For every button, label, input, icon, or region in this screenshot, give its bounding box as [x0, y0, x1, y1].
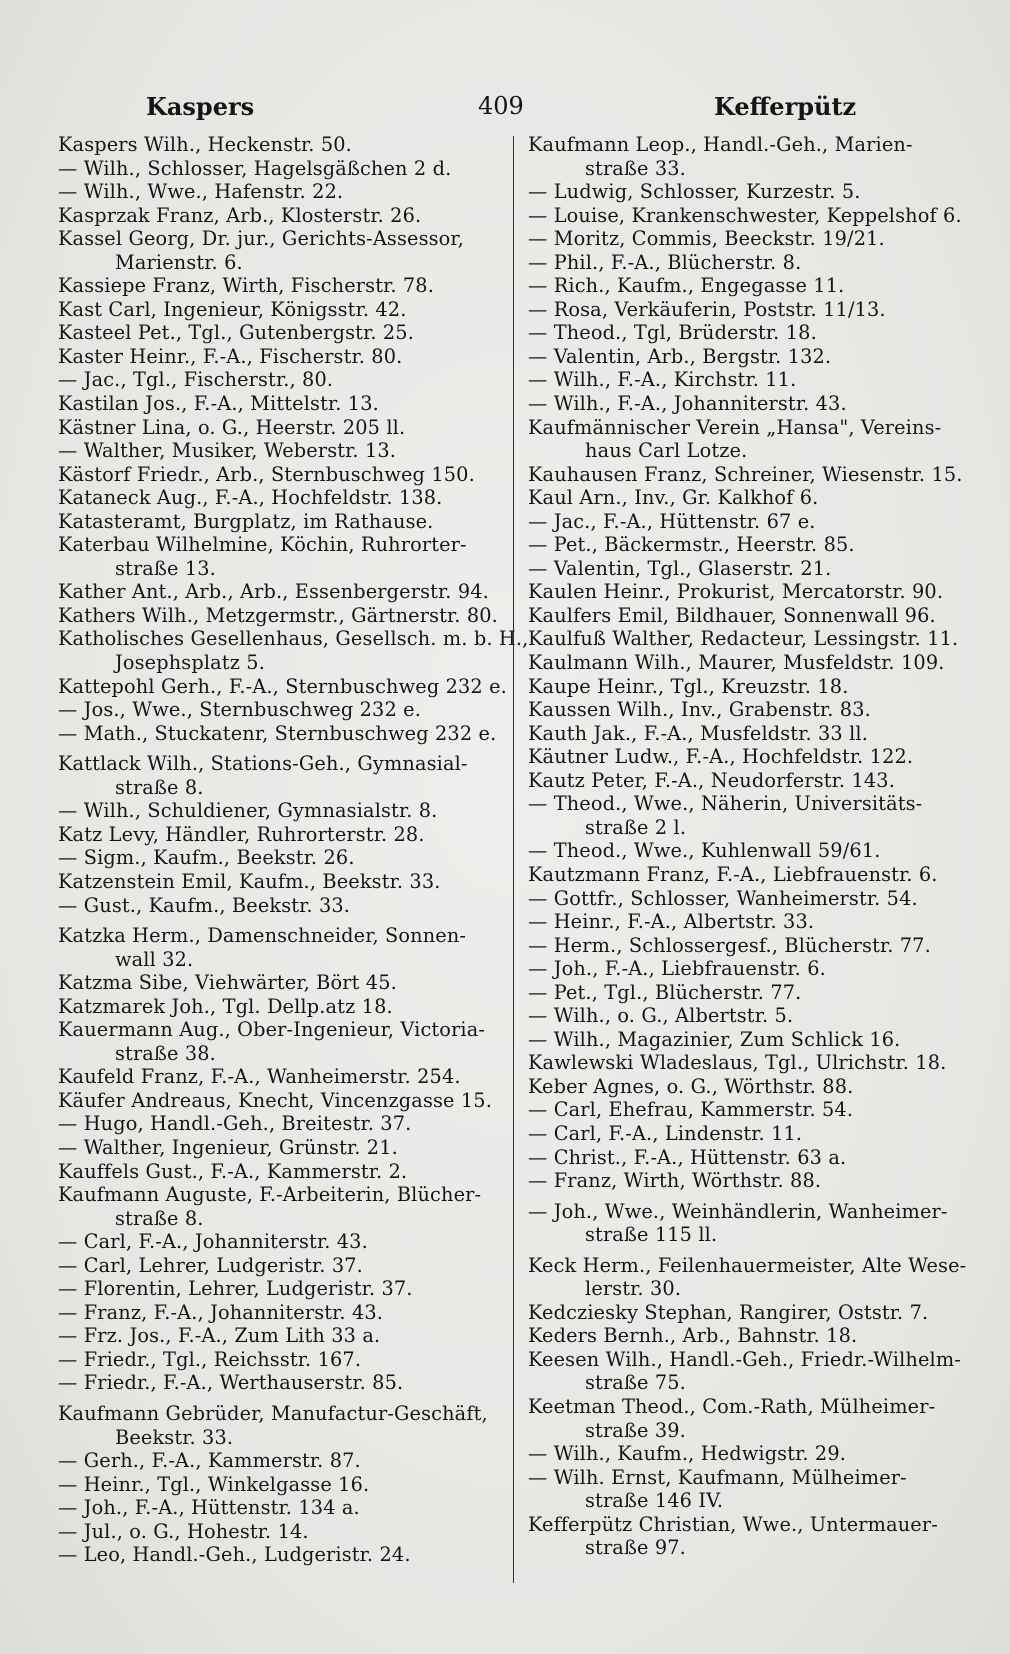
directory-entry [58, 204, 498, 228]
directory-entry [528, 839, 968, 863]
entry-line: Kasprzak Franz, Arb., Klosterstr. 26. [58, 203, 422, 227]
directory-entry [528, 604, 968, 628]
directory-entry [58, 533, 498, 580]
directory-entry [58, 1324, 498, 1348]
directory-entry [58, 416, 498, 440]
entry-line: — Joh., F.-A., Liebfrauenstr. 6. [528, 957, 826, 981]
entry-line: — Christ., F.-A., Hüttenstr. 63 a. [528, 1145, 847, 1169]
entry-continuation: straße 115 ll. [585, 1223, 718, 1247]
directory-entry [528, 416, 968, 463]
entry-line: — Carl, F.-A., Lindenstr. 11. [528, 1121, 803, 1145]
directory-entry [58, 1449, 498, 1473]
entry-continuation: straße 75. [585, 1371, 686, 1395]
directory-entry [58, 698, 498, 722]
directory-entry [58, 1136, 498, 1160]
entry-line: Kaul Arn., Inv., Gr. Kalkhof 6. [528, 486, 819, 510]
entry-line: Kathers Wilh., Metzgermstr., Gärtnerstr. 80. [58, 603, 498, 627]
entry-line: Kefferpütz Christian, Wwe., Untermauer- [528, 1512, 938, 1536]
entry-line: — Wilh., Schuldiener, Gymnasialstr. 8. [58, 799, 438, 823]
directory-entry [528, 627, 968, 651]
directory-entry [528, 769, 968, 793]
directory-entry [58, 180, 498, 204]
entry-line: Kauhausen Franz, Schreiner, Wiesenstr. 15. [528, 462, 963, 486]
directory-entry [528, 910, 968, 934]
entry-continuation: straße 2 l. [585, 815, 687, 839]
page-header [60, 84, 960, 124]
entry-line: Katzma Sibe, Viehwärter, Bört 45. [58, 971, 397, 995]
directory-entry [58, 1277, 498, 1301]
directory-entry [58, 1230, 498, 1254]
directory-entry [58, 510, 498, 534]
entry-line: — Phil., F.-A., Blücherstr. 8. [528, 250, 802, 274]
directory-entry [58, 870, 498, 894]
directory-entry [58, 298, 498, 322]
entry-line: — Louise, Krankenschwester, Keppelshof 6. [528, 203, 962, 227]
directory-entry [528, 204, 968, 228]
entry-line: — Pet., Tgl., Blücherstr. 77. [528, 980, 802, 1004]
directory-entry [58, 1183, 498, 1230]
directory-entry [528, 934, 968, 958]
entry-line: Kasteel Pet., Tgl., Gutenbergstr. 25. [58, 321, 414, 345]
entry-continuation: wall 32. [115, 947, 194, 971]
entry-line: — Theod., Wwe., Näherin, Universitäts- [528, 792, 923, 816]
entry-line: — Wilh., Kaufm., Hedwigstr. 29. [528, 1442, 847, 1466]
entry-line: — Pet., Bäckermstr., Heerstr. 85. [528, 533, 855, 557]
entry-line: Käufer Andreaus, Knecht, Vincenzgasse 15. [58, 1088, 492, 1112]
entry-continuation: haus Carl Lotze. [585, 439, 748, 463]
entry-line: — Joh., Wwe., Weinhändlerin, Wanheimer- [528, 1199, 948, 1223]
directory-entry [528, 1348, 968, 1395]
directory-entry [58, 1065, 498, 1089]
directory-entry [58, 486, 498, 510]
directory-entry [58, 321, 498, 345]
entry-line: — Franz, Wirth, Wörthstr. 88. [528, 1169, 822, 1193]
directory-entry [528, 1200, 968, 1247]
directory-entry [528, 533, 968, 557]
directory-entry [528, 1098, 968, 1122]
entry-line: — Joh., F.-A., Hüttenstr. 134 a. [58, 1496, 360, 1520]
directory-entry [528, 1075, 968, 1099]
directory-entry [58, 894, 498, 918]
directory-entry [528, 675, 968, 699]
entry-line: — Wilh., Schlosser, Hagelsgäßchen 2 d. [58, 156, 452, 180]
entry-continuation: straße 13. [115, 556, 216, 580]
directory-entry [528, 1395, 968, 1442]
directory-entry [528, 251, 968, 275]
directory-entry [58, 1520, 498, 1544]
directory-entry [528, 981, 968, 1005]
entry-line: — Herm., Schlossergesf., Blücherstr. 77. [528, 933, 931, 957]
entry-line: Kauermann Aug., Ober-Ingenieur, Victoria- [58, 1018, 486, 1042]
directory-entry [528, 698, 968, 722]
directory-entry [528, 580, 968, 604]
entry-line: — Walther, Ingenieur, Grünstr. 21. [58, 1135, 398, 1159]
directory-entry [528, 345, 968, 369]
directory-entry [528, 1466, 968, 1513]
directory-entry [58, 368, 498, 392]
entry-line: — Walther, Musiker, Weberstr. 13. [58, 439, 397, 463]
column-divider [513, 136, 514, 1583]
entry-line: Kawlewski Wladeslaus, Tgl., Ulrichstr. 18. [528, 1051, 947, 1075]
directory-entry [58, 1543, 498, 1567]
directory-entry [528, 722, 968, 746]
entry-line: Kaufmann Gebrüder, Manufactur-Geschäft, [58, 1401, 488, 1425]
entry-line: Kattlack Wilh., Stations-Geh., Gymnasial- [58, 752, 468, 776]
entry-line: — Jos., Wwe., Sternbuschweg 232 e. [58, 698, 421, 722]
entry-line: Kattepohl Gerh., F.-A., Sternbuschweg 232 e. [58, 674, 507, 698]
directory-entry [528, 651, 968, 675]
entry-line: — Heinr., Tgl., Winkelgasse 16. [58, 1472, 370, 1496]
entry-line: — Gerh., F.-A., Kammerstr. 87. [58, 1449, 361, 1473]
directory-entry [58, 580, 498, 604]
directory-entry [58, 1254, 498, 1278]
directory-entry [58, 1371, 498, 1395]
entry-line: Kaspers Wilh., Heckenstr. 50. [58, 133, 352, 156]
entry-line: — Gottfr., Schlosser, Wanheimerstr. 54. [528, 886, 918, 910]
entry-line: Kaulfers Emil, Bildhauer, Sonnenwall 96. [528, 603, 936, 627]
directory-entry [58, 345, 498, 369]
entry-line: Kaussen Wilh., Inv., Grabenstr. 83. [528, 698, 871, 722]
entry-line: — Theod., Tgl, Brüderstr. 18. [528, 321, 817, 345]
page-number: 409 [478, 92, 524, 120]
entry-line: Kaulmann Wilh., Maurer, Musfeldstr. 109. [528, 651, 945, 675]
entry-continuation: Marienstr. 6. [115, 250, 243, 274]
directory-entry [58, 1160, 498, 1184]
entry-line: Kaster Heinr., F.-A., Fischerstr. 80. [58, 344, 403, 368]
entry-continuation: straße 8. [115, 1206, 204, 1230]
directory-entry [58, 799, 498, 823]
directory-entry [58, 846, 498, 870]
directory-entry [58, 392, 498, 416]
entry-line: — Wilh., F.-A., Kirchstr. 11. [528, 368, 797, 392]
entry-line: — Valentin, Tgl., Glaserstr. 21. [528, 556, 832, 580]
entry-line: — Wilh., Magazinier, Zum Schlick 16. [528, 1027, 901, 1051]
entry-continuation: lerstr. 30. [585, 1277, 682, 1301]
directory-entry [528, 1442, 968, 1466]
directory-entry [58, 1496, 498, 1520]
directory-entry [528, 1028, 968, 1052]
entry-line: — Carl, Lehrer, Ludgeristr. 37. [58, 1253, 363, 1277]
directory-entry [528, 1122, 968, 1146]
entry-line: Kaulfuß Walther, Redacteur, Lessingstr. 11. [528, 627, 959, 651]
directory-entry [58, 439, 498, 463]
entry-line: — Gust., Kaufm., Beekstr. 33. [58, 893, 351, 917]
directory-entry [528, 1004, 968, 1028]
entry-line: Keetman Theod., Com.-Rath, Mülheimer- [528, 1394, 936, 1418]
entry-line: Katz Levy, Händler, Ruhrorterstr. 28. [58, 822, 425, 846]
entry-continuation: Josephsplatz 5. [115, 651, 265, 675]
entry-line: Katzmarek Joh., Tgl. Dellp.atz 18. [58, 994, 393, 1018]
entry-line: Kautz Peter, F.-A., Neudorferstr. 143. [528, 768, 895, 792]
entry-continuation: straße 38. [115, 1041, 216, 1065]
entry-line: Kassiepe Franz, Wirth, Fischerstr. 78. [58, 274, 435, 298]
entry-line: Kaufeld Franz, F.-A., Wanheimerstr. 254. [58, 1065, 461, 1089]
directory-entry [58, 1112, 498, 1136]
directory-entry [58, 823, 498, 847]
directory-entry [58, 674, 507, 699]
entry-line: — Wilh., F.-A., Johanniterstr. 43. [528, 392, 847, 416]
directory-entry [528, 274, 968, 298]
header-first-entry: Kaspers [146, 92, 255, 121]
entry-line: Kast Carl, Ingenieur, Königsstr. 42. [58, 297, 407, 321]
directory-entry [528, 368, 968, 392]
directory-entry [528, 1169, 968, 1193]
entry-line: — Rich., Kaufm., Engegasse 11. [528, 274, 845, 298]
entry-line: Kassel Georg, Dr. jur., Gerichts-Assessor, [58, 227, 464, 251]
entry-line: — Valentin, Arb., Bergstr. 132. [528, 344, 832, 368]
entry-line: Keesen Wilh., Handl.-Geh., Friedr.-Wilhelm- [528, 1347, 961, 1371]
entry-line: Kauth Jak., F.-A., Musfeldstr. 33 ll. [528, 721, 869, 745]
entry-line: Kastilan Jos., F.-A., Mittelstr. 13. [58, 392, 379, 416]
entry-line: Kataneck Aug., F.-A., Hochfeldstr. 138. [58, 486, 443, 510]
entry-line: Katzka Herm., Damenschneider, Sonnen- [58, 924, 467, 948]
entry-line: — Friedr., F.-A., Werthauserstr. 85. [58, 1371, 404, 1395]
directory-entry [528, 1254, 968, 1301]
directory-entry [58, 463, 498, 487]
entry-line: — Jac., F.-A., Hüttenstr. 67 e. [528, 509, 816, 533]
entry-line: — Sigm., Kaufm., Beekstr. 26. [58, 846, 355, 870]
left-column [58, 133, 529, 1567]
directory-entry [528, 745, 968, 769]
directory-entry [528, 133, 968, 180]
entry-line: Keck Herm., Feilenhauermeister, Alte Wese- [528, 1253, 967, 1277]
entry-line: Kedcziesky Stephan, Rangirer, Oststr. 7. [528, 1300, 929, 1324]
directory-entry [528, 1051, 968, 1075]
entry-line: — Leo, Handl.-Geh., Ludgeristr. 24. [58, 1543, 411, 1567]
directory-entry [528, 510, 968, 534]
directory-entry [528, 298, 968, 322]
right-column [528, 133, 968, 1560]
directory-entry [58, 1473, 498, 1497]
entry-continuation: straße 146 IV. [585, 1489, 724, 1513]
directory-entry [58, 1301, 498, 1325]
entry-line: Kather Ant., Arb., Arb., Essenbergerstr. 94. [58, 580, 489, 604]
directory-entry [528, 463, 968, 487]
entry-continuation: straße 33. [585, 156, 686, 180]
entry-line: Katholisches Gesellenhaus, Gesellsch. m. b. H., [58, 627, 529, 651]
directory-entry [58, 995, 498, 1019]
entry-line: Kauffels Gust., F.-A., Kammerstr. 2. [58, 1159, 408, 1183]
directory-entry [58, 752, 498, 799]
entry-line: — Hugo, Handl.-Geh., Breitestr. 37. [58, 1112, 412, 1136]
entry-line: — Frz. Jos., F.-A., Zum Lith 33 a. [58, 1324, 381, 1348]
entry-line: — Franz, F.-A., Johanniterstr. 43. [58, 1300, 384, 1324]
directory-entry [528, 392, 968, 416]
entry-line: — Heinr., F.-A., Albertstr. 33. [528, 910, 815, 934]
directory-entry [58, 274, 498, 298]
directory-entry [528, 486, 968, 510]
directory-entry [58, 1402, 498, 1449]
entry-line: Kästorf Friedr., Arb., Sternbuschweg 150. [58, 462, 475, 486]
entry-line: — Jul., o. G., Hohestr. 14. [58, 1519, 309, 1543]
entry-line: — Theod., Wwe., Kuhlenwall 59/61. [528, 839, 881, 863]
entry-line: Kästner Lina, o. G., Heerstr. 205 ll. [58, 415, 406, 439]
entry-continuation: straße 39. [585, 1418, 686, 1442]
entry-line: — Rosa, Verkäuferin, Poststr. 11/13. [528, 297, 886, 321]
entry-line: Keders Bernh., Arb., Bahnstr. 18. [528, 1324, 858, 1348]
entry-line: Kaufmann Auguste, F.-Arbeiterin, Blücher- [58, 1183, 482, 1207]
directory-entry [528, 1513, 968, 1560]
entry-line: — Florentin, Lehrer, Ludgeristr. 37. [58, 1277, 413, 1301]
directory-entry [528, 792, 968, 839]
directory-entry [528, 180, 968, 204]
entry-line: — Math., Stuckatenr, Sternbuschweg 232 e. [58, 721, 497, 745]
directory-entry [528, 1301, 968, 1325]
directory-entry [528, 557, 968, 581]
entry-line: — Wilh., Wwe., Hafenstr. 22. [58, 180, 344, 204]
directory-entry [528, 887, 968, 911]
directory-entry [58, 1089, 498, 1113]
entry-continuation: straße 8. [115, 775, 204, 799]
entry-line: — Carl, F.-A., Johanniterstr. 43. [58, 1230, 368, 1254]
directory-entry [58, 971, 498, 995]
entry-line: — Jac., Tgl., Fischerstr., 80. [58, 368, 334, 392]
entry-continuation: Beekstr. 33. [115, 1425, 234, 1449]
directory-entry [58, 227, 498, 274]
directory-entry [58, 1018, 498, 1065]
directory-entry [528, 863, 968, 887]
directory-entry [528, 227, 968, 251]
entry-line: Kaulen Heinr., Prokurist, Mercatorstr. 90. [528, 580, 944, 604]
directory-entry [58, 627, 529, 675]
entry-continuation: straße 97. [585, 1536, 686, 1560]
entry-line: — Wilh., o. G., Albertstr. 5. [528, 1004, 794, 1028]
directory-entry [58, 133, 498, 157]
entry-line: — Friedr., Tgl., Reichsstr. 167. [58, 1347, 362, 1371]
directory-entry [528, 321, 968, 345]
directory-entry [58, 1348, 498, 1372]
entry-line: — Carl, Ehefrau, Kammerstr. 54. [528, 1098, 854, 1122]
header-last-entry: Kefferpütz [714, 92, 857, 121]
entry-line: — Ludwig, Schlosser, Kurzestr. 5. [528, 180, 861, 204]
directory-entry [58, 924, 498, 971]
entry-line: Katerbau Wilhelmine, Köchin, Ruhrorter- [58, 533, 467, 557]
entry-line: — Wilh. Ernst, Kaufmann, Mülheimer- [528, 1465, 907, 1489]
directory-entry [528, 957, 968, 981]
entry-line: Keber Agnes, o. G., Wörthstr. 88. [528, 1074, 854, 1098]
directory-entry [58, 157, 498, 181]
entry-line: — Moritz, Commis, Beeckstr. 19/21. [528, 227, 885, 251]
directory-entry [528, 1324, 968, 1348]
directory-entry [58, 722, 498, 746]
entry-line: Käutner Ludw., F.-A., Hochfeldstr. 122. [528, 745, 914, 769]
entry-line: Katzenstein Emil, Kaufm., Beekstr. 33. [58, 869, 441, 893]
directory-entry [528, 1146, 968, 1170]
directory-entry [58, 604, 498, 628]
entry-line: Kaupe Heinr., Tgl., Kreuzstr. 18. [528, 674, 849, 698]
entry-line: Kaufmann Leop., Handl.-Geh., Marien- [528, 133, 913, 156]
entry-line: Katasteramt, Burgplatz, im Rathause. [58, 509, 434, 533]
entry-line: Kautzmann Franz, F.-A., Liebfrauenstr. 6. [528, 862, 938, 886]
entry-line: Kaufmännischer Verein „Hansa", Vereins- [528, 415, 942, 439]
